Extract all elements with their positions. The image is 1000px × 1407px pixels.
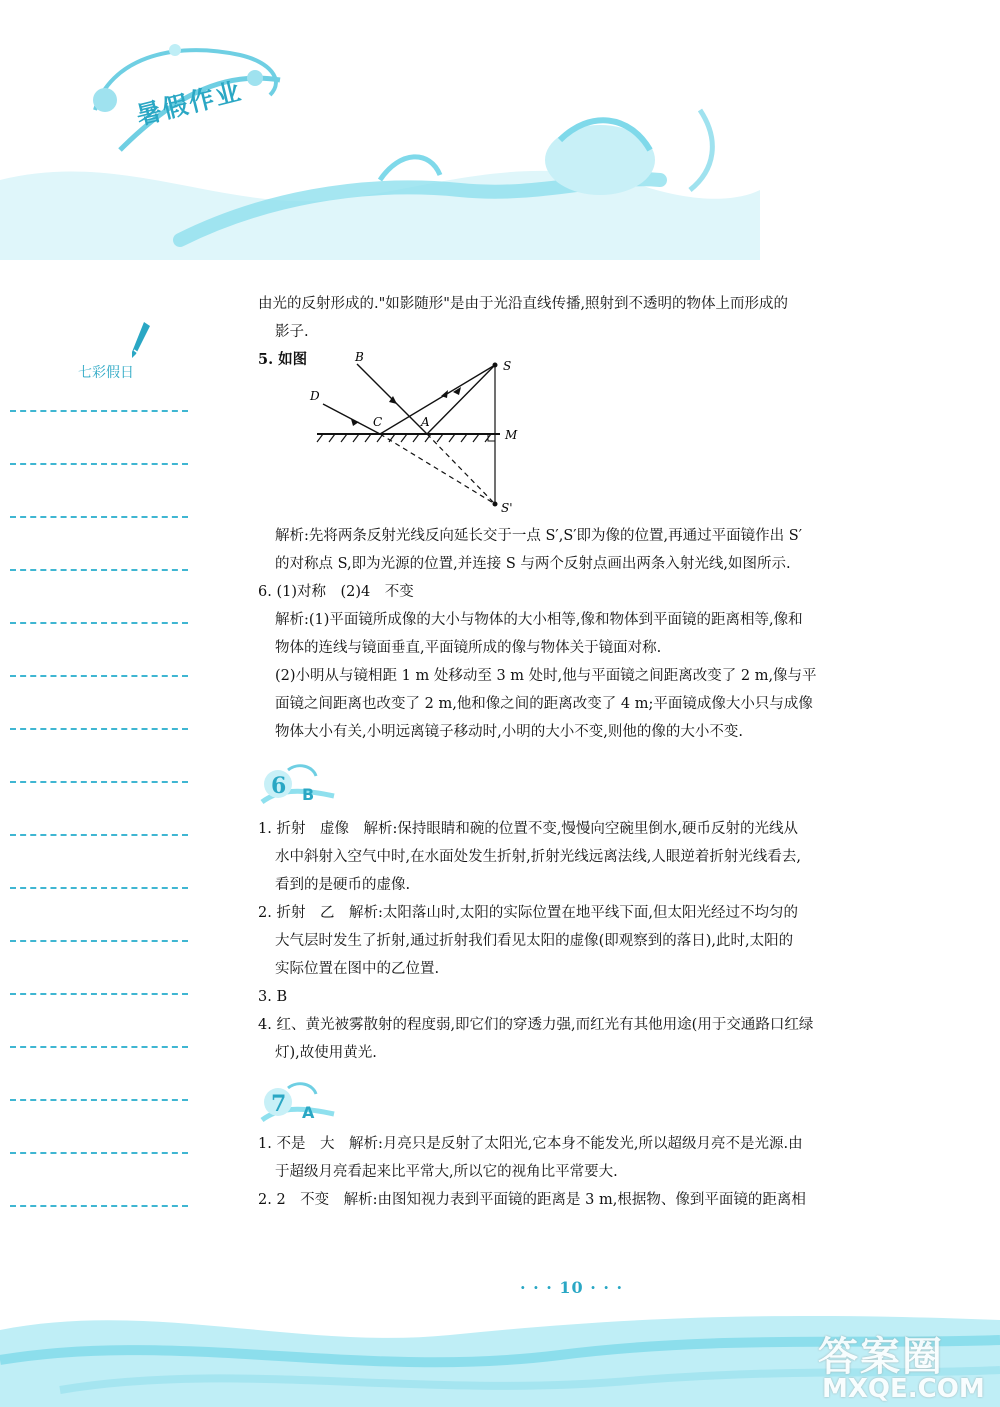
text-line: 1. 不是 大 解析:月亮只是反射了太阳光,它本身不能发光,所以超级月亮不是光源.由 (258, 1136, 803, 1152)
text-line: 看到的是硬币的虚像. (275, 877, 411, 893)
text-line: 3. B (258, 989, 288, 1005)
note-line (10, 410, 188, 412)
note-line (10, 463, 188, 465)
watermark-url: MXQE.COM (822, 1374, 985, 1404)
section-badge-6B (258, 760, 338, 808)
pen-icon (128, 320, 152, 360)
note-line (10, 1099, 188, 1101)
note-line (10, 622, 188, 624)
reflected-ray-dc (323, 404, 383, 434)
svg-text:B: B (302, 785, 315, 804)
text-line: 大气层时发生了折射,通过折射我们看见太阳的虚像(即观察到的落日),此时,太阳的 (275, 933, 794, 949)
reflection-diagram (305, 352, 545, 522)
note-line (10, 781, 188, 783)
note-line (10, 569, 188, 571)
text-line: 实际位置在图中的乙位置. (275, 961, 440, 977)
svg-text:A: A (302, 1103, 315, 1122)
note-line (10, 834, 188, 836)
text-line: 的对称点 S,即为光源的位置,并连接 S 与两个反射点画出两条入射光线,如图所示. (275, 556, 791, 572)
note-line (10, 1152, 188, 1154)
extension-line (380, 434, 495, 504)
note-line (10, 940, 188, 942)
note-line (10, 675, 188, 677)
note-line (10, 728, 188, 730)
label-M: M (505, 428, 518, 442)
sidebar-label: 七彩假日 (78, 365, 134, 381)
text-line: (2)小明从与镜相距 1 m 处移动至 3 m 处时,他与平面镜之间距离改变了 2 m,像与平 (275, 668, 817, 684)
text-line: 4. 红、黄光被雾散射的程度弱,即它们的穿透力强,而红光有其他用途(用于交通路口红绿 (258, 1017, 814, 1033)
text-line: 2. 2 不变 解析:由图知视力表到平面镜的距离是 3 m,根据物、像到平面镜的距离相 (258, 1192, 806, 1208)
label-A: A (421, 415, 430, 429)
label-S-prime: S' (501, 501, 513, 515)
text-line: 于超级月亮看起来比平常大,所以它的视角比平常要大. (275, 1164, 618, 1180)
question-6-answer: 6. (1)对称 (2)4 不变 (258, 584, 414, 600)
label-S: S (503, 359, 512, 373)
label-C: C (373, 415, 383, 429)
text-line: 解析:(1)平面镜所成像的大小与物体的大小相等,像和物体到平面镜的距离相等,像和 (275, 612, 803, 628)
svg-text:6: 6 (271, 773, 287, 799)
note-line (10, 1046, 188, 1048)
text-line: 由光的反射形成的."如影随形"是由于光沿直线传播,照射到不透明的物体上而形成的 (258, 296, 789, 312)
text-line: 物体的连线与镜面垂直,平面镜所成的像与物体关于镜面对称. (275, 640, 662, 656)
svg-text:7: 7 (271, 1091, 287, 1117)
text-line: 2. 折射 乙 解析:太阳落山时,太阳的实际位置在地平线下面,但太阳光经过不均匀的 (258, 905, 799, 921)
label-B: B (355, 352, 364, 364)
banner-title: 暑假作业 (133, 76, 246, 131)
note-line (10, 516, 188, 518)
text-line: 物体大小有关,小明远离镜子移动时,小明的大小不变,则他的像的大小不变. (275, 724, 743, 740)
text-line: 影子. (275, 324, 309, 340)
note-line (10, 1205, 188, 1207)
text-line: 解析:先将两条反射光线反向延长交于一点 S′,S′即为像的位置,再通过平面镜作出 S′ (275, 528, 802, 544)
watermark-logo: 答案圈 (818, 1334, 944, 1380)
question-5-label: 5. 如图 (258, 351, 308, 368)
text-line: 1. 折射 虚像 解析:保持眼睛和碗的位置不变,慢慢向空碗里倒水,硬币反射的光线从 (258, 821, 799, 837)
note-line (10, 887, 188, 889)
note-line (10, 993, 188, 995)
section-badge-7A (258, 1078, 338, 1126)
text-line: 水中斜射入空气中时,在水面处发生折射,折射光线远离法线,人眼逆着折射光线看去, (275, 849, 801, 865)
page-number: · · · 10 · · · (520, 1278, 624, 1297)
label-D: D (310, 389, 320, 403)
mirror-hatching (317, 434, 491, 442)
text-line: 灯),故使用黄光. (275, 1045, 377, 1061)
text-line: 面镜之间距离也改变了 2 m,他和像之间的距离改变了 4 m;平面镜成像大小只与成像 (275, 696, 813, 712)
